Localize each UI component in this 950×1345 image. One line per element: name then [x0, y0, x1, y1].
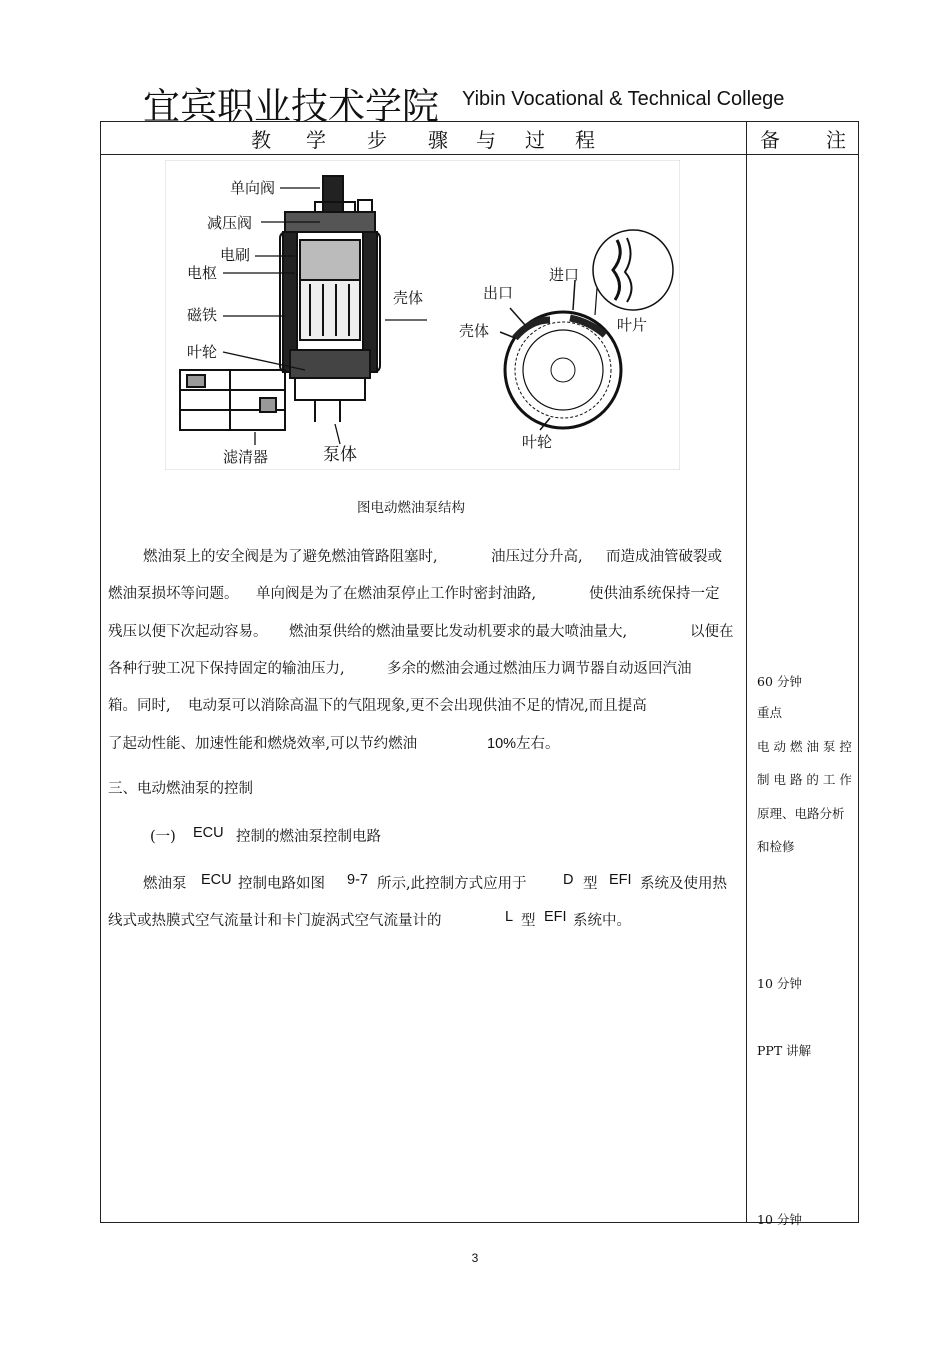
college-name-en: Yibin Vocational & Technical College — [462, 88, 785, 110]
label-outlet: 出口 — [483, 284, 514, 302]
body-text: 各种行驶工况下保持固定的输油压力, — [108, 661, 345, 677]
fuel-pump-figure — [165, 160, 680, 470]
label-check-valve: 单向阀 — [230, 179, 276, 197]
body-text: EFI — [544, 909, 567, 925]
body-text: 燃油泵损坏等问题。 — [108, 586, 239, 602]
label-impeller: 叶轮 — [187, 343, 218, 361]
subsection-ecu: ECU — [193, 825, 224, 841]
body-text: 使供油系统保持一定 — [589, 586, 720, 602]
body-text: 系统及使用热 — [640, 876, 727, 892]
header-char: 步 — [367, 128, 387, 152]
note-text: 制 电 路 的 工 作 — [757, 772, 852, 787]
body-text: 以便在 — [690, 624, 734, 640]
header-char: 与 — [476, 128, 496, 152]
body-text: 而造成油管破裂或 — [606, 549, 722, 565]
label-armature: 电枢 — [187, 264, 218, 282]
header-char: 过 — [525, 128, 545, 152]
body-text: 残压以便下次起动容易。 — [108, 624, 268, 640]
body-text: D — [563, 872, 574, 888]
note-time: 10 分钟 — [757, 1212, 802, 1227]
label-inlet: 进口 — [549, 266, 580, 284]
page-number: 3 — [471, 1251, 479, 1265]
body-text: 箱。同时, — [108, 698, 171, 714]
header-char: 注 — [826, 128, 846, 152]
note-text: 电 动 燃 油 泵 控 — [757, 739, 852, 754]
body-text: 电动泵可以消除高温下的气阻现象,更不会出现供油不足的情况,而且提高 — [188, 698, 647, 714]
label-pump-body: 泵体 — [323, 445, 357, 465]
body-text: 单向阀是为了在燃油泵停止工作时密封油路, — [256, 586, 537, 602]
body-text: 燃油泵供给的燃油量要比发动机要求的最大喷油量大, — [289, 624, 628, 640]
body-text: L — [505, 909, 514, 925]
section-heading: 三、电动燃油泵的控制 — [108, 781, 253, 797]
body-text: 燃油泵上的安全阀是为了避免燃油管路阻塞时, — [143, 549, 438, 565]
body-text: 油压过分升高, — [491, 549, 583, 565]
note-time: 10 分钟 — [757, 976, 802, 991]
body-text: 线式或热膜式空气流量计和卡门旋涡式空气流量计的 — [108, 913, 442, 929]
note-text: 原理、电路分析 — [757, 806, 845, 821]
label-filter: 滤清器 — [223, 448, 269, 466]
label-impeller-2: 叶轮 — [522, 433, 553, 451]
table-column-divider — [746, 121, 747, 1223]
college-name-cn: 宜宾职业技术学院 — [143, 85, 439, 128]
body-text: EFI — [609, 872, 632, 888]
body-text: 燃油泵 — [143, 876, 187, 892]
label-housing-2: 壳体 — [459, 322, 490, 340]
header-char: 教 — [251, 128, 271, 152]
label-relief-valve: 减压阀 — [207, 214, 253, 232]
note-time: 60 分钟 — [757, 674, 802, 689]
header-char: 骤 — [428, 128, 448, 152]
body-text: 10%左右。 — [487, 736, 560, 752]
body-text: 所示,此控制方式应用于 — [377, 876, 527, 892]
label-housing: 壳体 — [393, 289, 424, 307]
note-text: 和检修 — [757, 839, 795, 854]
header-char: 学 — [306, 128, 326, 152]
body-text: 多余的燃油会通过燃油压力调节器自动返回汽油 — [387, 661, 692, 677]
body-text: 控制电路如图 — [238, 876, 325, 892]
body-text: 型 — [521, 913, 536, 929]
note-text: 重点 — [757, 705, 783, 720]
figure-caption: 图电动燃油泵结构 — [357, 500, 465, 516]
subsection-title: 控制的燃油泵控制电路 — [236, 829, 381, 845]
body-text: ECU — [201, 872, 232, 888]
subsection-prefix: (一) — [150, 829, 176, 845]
body-text: 9-7 — [347, 872, 368, 888]
body-text: 了起动性能、加速性能和燃烧效率,可以节约燃油 — [108, 736, 418, 752]
body-text: 型 — [583, 876, 598, 892]
fuel-pump-diagram — [165, 160, 680, 470]
note-text: PPT 讲解 — [757, 1043, 812, 1058]
body-text: 系统中。 — [573, 913, 631, 929]
label-blade: 叶片 — [617, 316, 648, 334]
label-brush: 电刷 — [220, 246, 251, 264]
header-char: 备 — [760, 128, 780, 152]
header-char: 程 — [575, 128, 595, 152]
label-magnet: 磁铁 — [187, 306, 218, 324]
